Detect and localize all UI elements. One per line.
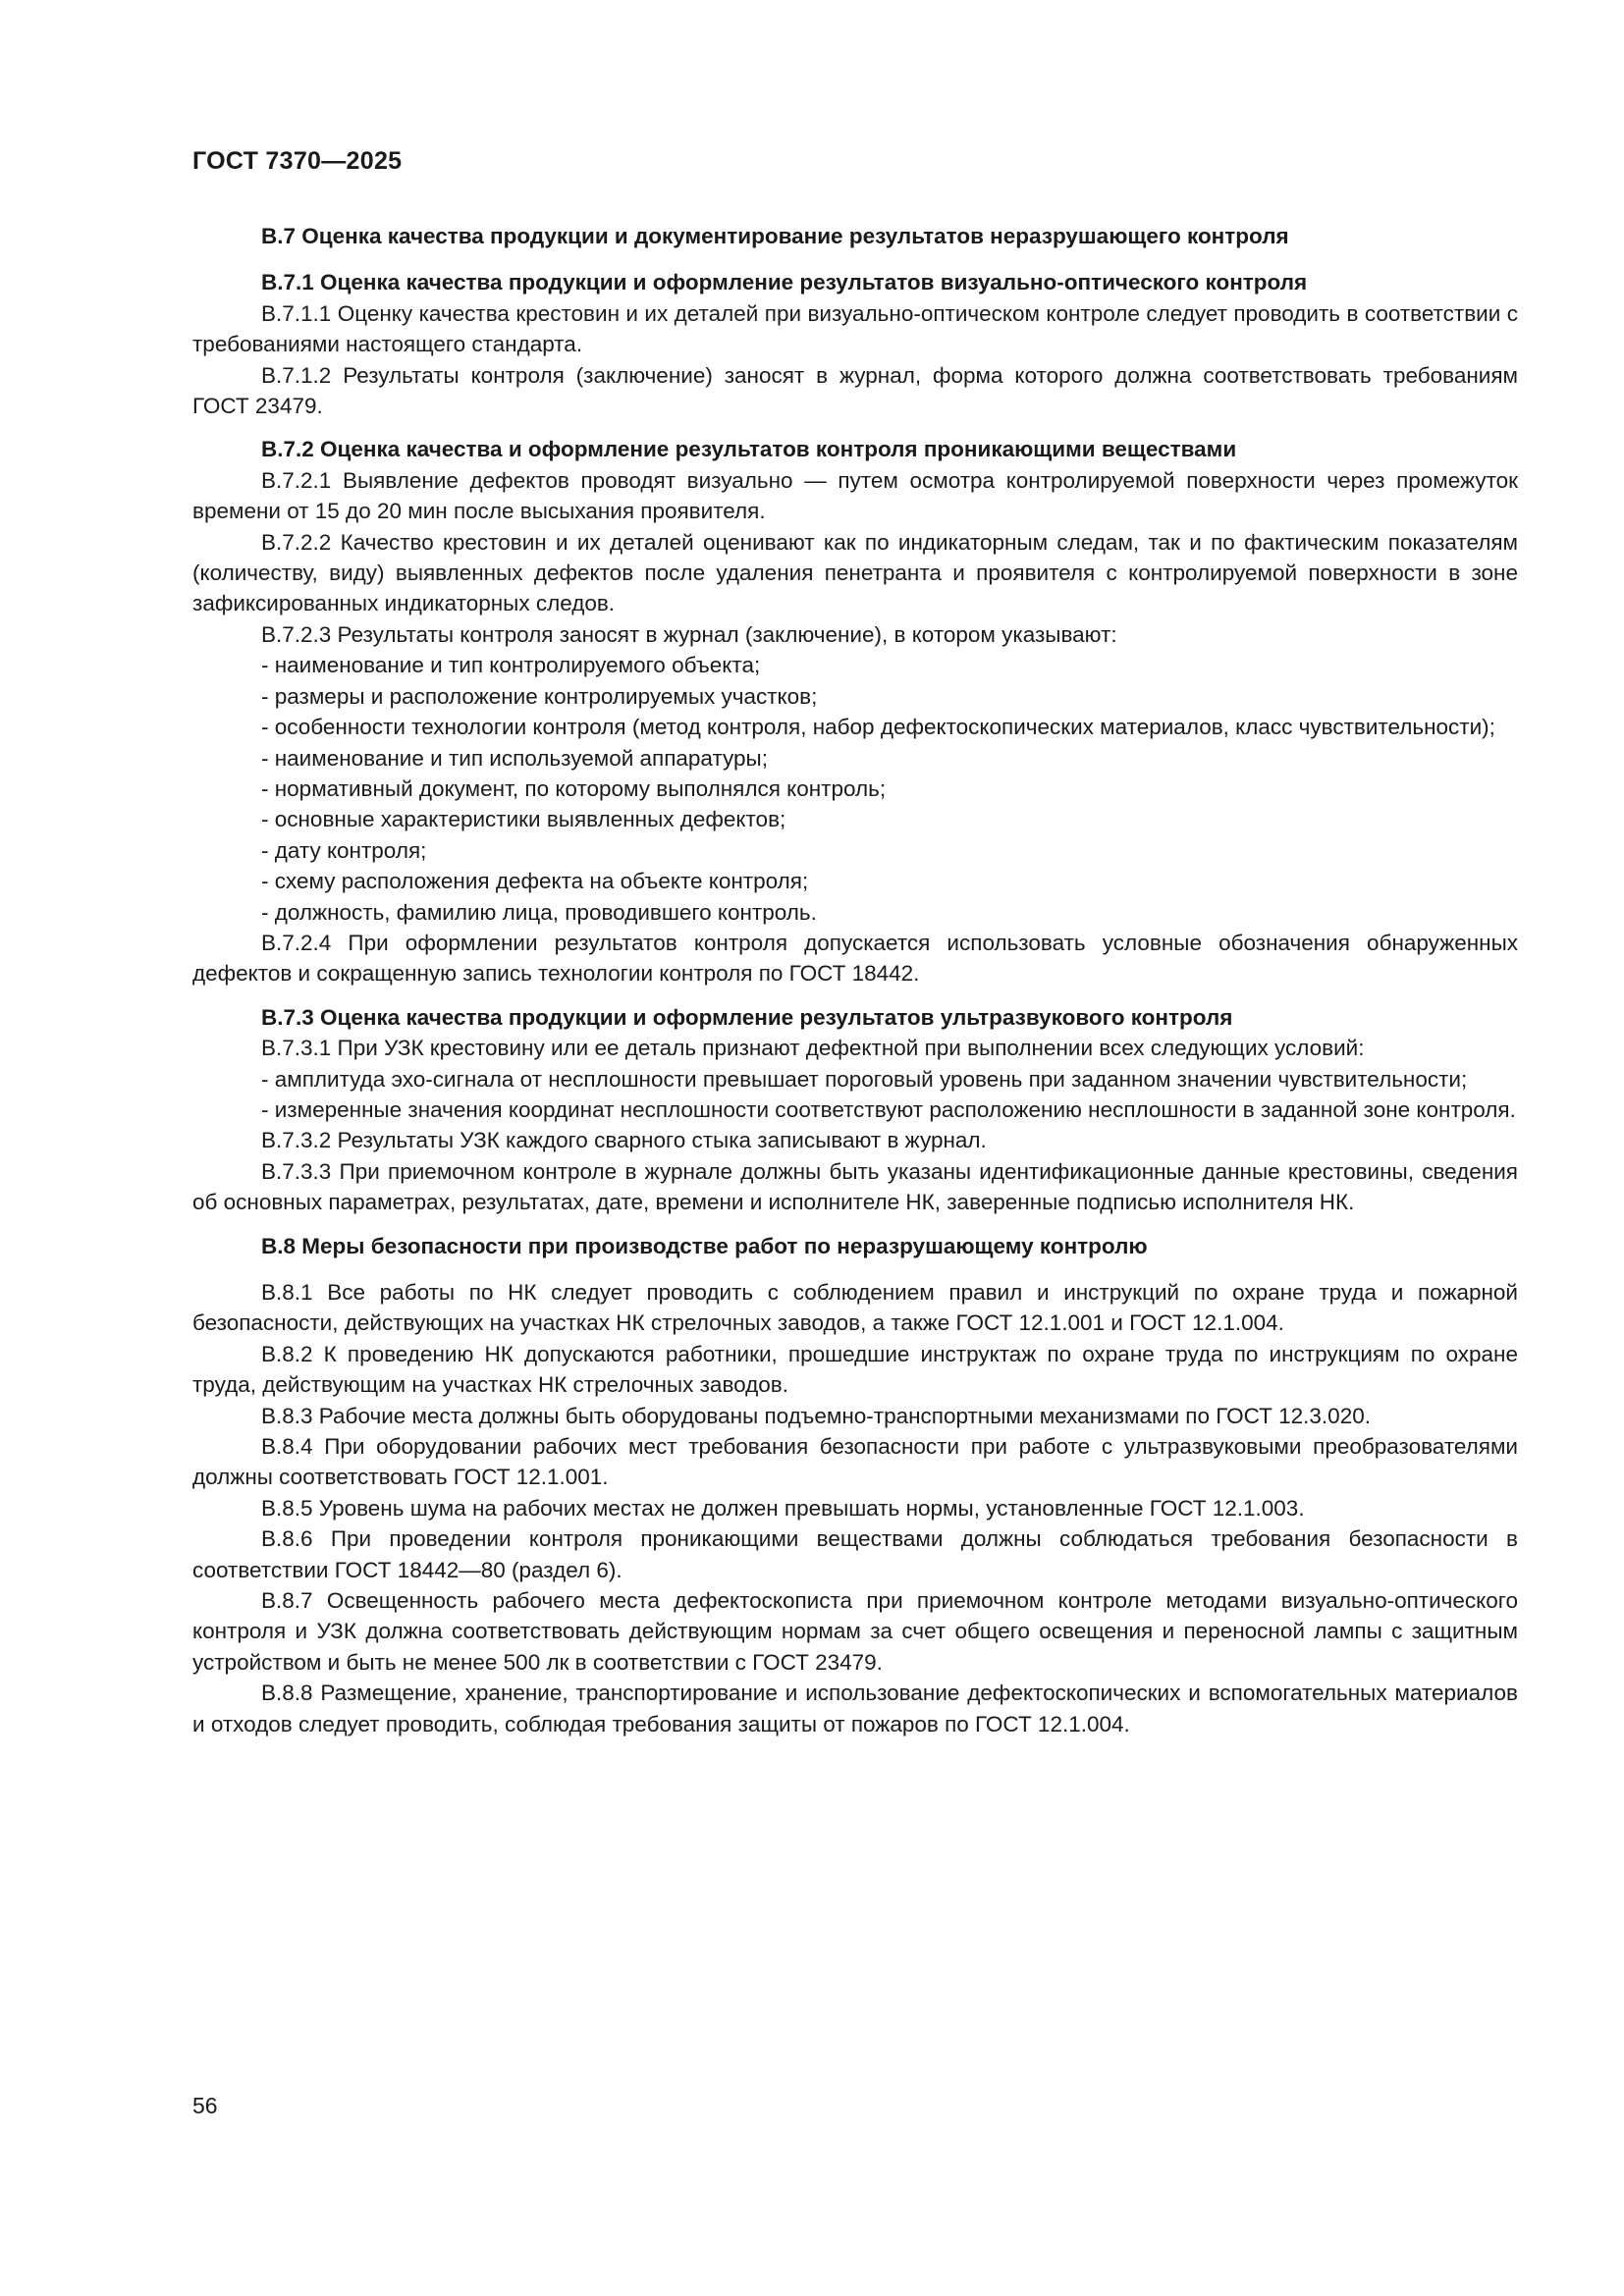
list-item: - нормативный документ, по которому выполнялся контроль; <box>261 775 887 801</box>
list-item: - наименование и тип контролируемого объекта; <box>261 653 761 678</box>
paragraph-b8-6: В.8.6 При проведении контроля проникающими веществами должны соблюдаться требования безопасности в соответствии ГОСТ 18442—80 (раздел 6). <box>192 1526 1518 1582</box>
section-b8-heading: В.8 Меры безопасности при производстве работ по неразрушающему контролю <box>261 1233 1148 1258</box>
subsection-b7-1-heading: В.7.1 Оценка качества продукции и оформление результатов визуально-оптического контроля <box>261 270 1308 295</box>
paragraph-b8-4: В.8.4 При оборудовании рабочих мест требования безопасности при работе с ультразвуковыми преобразователями должны соответствовать ГОСТ 12.1.001. <box>192 1434 1518 1490</box>
paragraph-b8-3: В.8.3 Рабочие места должны быть оборудованы подъемно-транспортными механизмами по ГОСТ 12.3.020. <box>261 1403 1371 1428</box>
list-item: - измеренные значения координат несплошности соответствуют расположению несплошности в заданной зоне контроля. <box>261 1096 1516 1122</box>
list-item: - схему расположения дефекта на объекте контроля; <box>261 869 809 894</box>
list-item: - амплитуда эхо-сигнала от несплошности превышает пороговый уровень при заданном значении чувствительности; <box>261 1066 1468 1092</box>
subsection-b7-2-heading: В.7.2 Оценка качества и оформление результатов контроля проникающими веществами <box>261 437 1237 462</box>
page-number: 56 <box>192 2093 218 2118</box>
paragraph-b7-2-3: В.7.2.3 Результаты контроля заносят в журнал (заключение), в котором указывают: <box>261 621 1117 647</box>
page-content <box>192 221 1518 1739</box>
paragraph-b7-2-2: В.7.2.2 Качество крестовин и их деталей оценивают как по индикаторным следам, так и по фактическим показателям (количеству, виду) выявленных дефектов после удаления пенетранта и проявителя с контролируемой поверхности в зоне зафиксированных индикаторных следов. <box>192 529 1518 616</box>
paragraph-b7-1-2: В.7.1.2 Результаты контроля (заключение) заносят в журнал, форма которого должна соответствовать требованиям ГОСТ 23479. <box>192 362 1518 419</box>
section-b7-heading: В.7 Оценка качества продукции и документирование результатов неразрушающего контроля <box>261 224 1289 248</box>
paragraph-b7-3-2: В.7.3.2 Результаты УЗК каждого сварного стыка записывают в журнал. <box>261 1128 987 1153</box>
paragraph-b7-3-1: В.7.3.1 При УЗК крестовину или ее деталь признают дефектной при выполнении всех следующих условий: <box>261 1036 1365 1061</box>
paragraph-b7-2-1: В.7.2.1 Выявление дефектов проводят визуально — путем осмотра контролируемой поверхности через промежуток времени от 15 до 20 мин после высыхания проявителя. <box>192 467 1518 524</box>
list-item: - дату контроля; <box>261 837 427 863</box>
list-item: - наименование и тип используемой аппаратуры; <box>261 745 768 771</box>
paragraph-b8-2: В.8.2 К проведению НК допускаются работники, прошедшие инструктаж по охране труда по инструкциям по охране труда, действующим на участках НК стрелочных заводов. <box>192 1341 1518 1398</box>
paragraph-b8-7: В.8.7 Освещенность рабочего места дефектоскописта при приемочном контроле методами визуально-оптического контроля и УЗК должна соответствовать действующим нормам за счет общего освещения и переносной лампы с защитным устройством и быть не менее 500 лк в соответствии с ГОСТ 23479. <box>192 1588 1518 1675</box>
paragraph-b8-1: В.8.1 Все работы по НК следует проводить с соблюдением правил и инструкций по охране труда и пожарной безопасности, действующих на участках НК стрелочных заводов, а также ГОСТ 12.1.001 и ГОСТ 12.1.004. <box>192 1280 1518 1336</box>
list-item: - основные характеристики выявленных дефектов; <box>261 807 786 832</box>
paragraph-b7-1-1: В.7.1.1 Оценку качества крестовин и их деталей при визуально-оптическом контроле следует проводить в соответствии с требованиями настоящего стандарта. <box>192 300 1518 357</box>
list-item: - размеры и расположение контролируемых участков; <box>261 683 818 709</box>
paragraph-b8-8: В.8.8 Размещение, хранение, транспортирование и использование дефектоскопических и вспомогательных материалов и отходов следует проводить, соблюдая требования защиты от пожаров по ГОСТ 12.1.004. <box>192 1681 1518 1736</box>
list-item: - должность, фамилию лица, проводившего контроль. <box>261 899 817 925</box>
subsection-b7-3-heading: В.7.3 Оценка качества продукции и оформление результатов ультразвукового контроля <box>261 1004 1233 1030</box>
document-code-header: ГОСТ 7370—2025 <box>192 147 403 175</box>
paragraph-b7-2-4: В.7.2.4 При оформлении результатов контроля допускается использовать условные обозначения обнаруженных дефектов и сокращенную запись технологии контроля по ГОСТ 18442. <box>192 930 1518 987</box>
list-item: - особенности технологии контроля (метод контроля, набор дефектоскопических материалов, класс чувствительности); <box>261 715 1495 740</box>
paragraph-b7-3-3: В.7.3.3 При приемочном контроле в журнале должны быть указаны идентификационные данные крестовины, сведения об основных параметрах, результатах, дате, времени и исполнителе НК, заверенные подписью исполнителя НК. <box>192 1158 1518 1215</box>
paragraph-b8-5: В.8.5 Уровень шума на рабочих местах не должен превышать нормы, установленные ГОСТ 12.1.003. <box>261 1495 1305 1521</box>
